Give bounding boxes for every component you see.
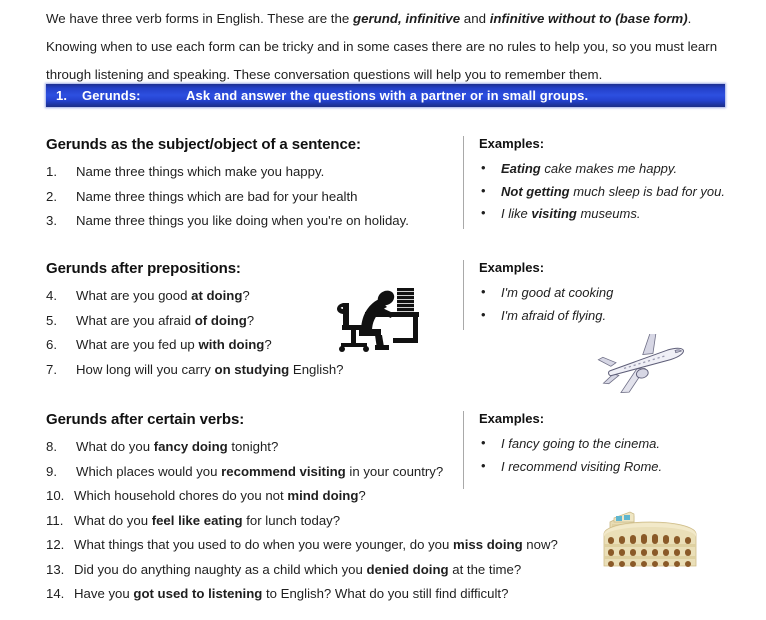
question-text-post: ? [358, 488, 366, 503]
question-text-post: ? [264, 337, 272, 352]
question-number: 8. [46, 439, 57, 454]
example-post: museums. [576, 206, 641, 221]
question-text-bold: feel like eating [151, 512, 243, 528]
question-text-post: now? [522, 537, 558, 552]
banner-label: Gerunds: [82, 88, 141, 103]
question-text-bold: with doing [198, 337, 265, 352]
question-item [46, 213, 446, 228]
questions-column-1 [46, 136, 446, 238]
question-text-bold: at doing [191, 288, 243, 303]
question-text-pre: What are you fed up [76, 337, 199, 352]
examples-heading: Examples: [479, 136, 545, 151]
question-number: 10. [46, 488, 65, 503]
question-number: 4. [46, 288, 57, 303]
question-text-bold: got used to listening [133, 586, 263, 601]
question-item [46, 562, 606, 577]
question-text-bold: miss doing [453, 537, 523, 552]
examples-heading: Examples: [479, 411, 545, 426]
example-item [479, 459, 766, 474]
example-post: much sleep is bad for you. [569, 183, 725, 199]
intro-line1-pre: We have three verb forms in English. These are the [46, 11, 353, 27]
banner-instruction: Ask and answer the questions with a partner or in small groups. [186, 88, 589, 103]
question-text-pre: How long will you carry [76, 361, 215, 377]
intro-line1-bold1: gerund, infinitive [352, 11, 461, 27]
question-text-pre: Name three things which are bad for your health [76, 188, 358, 204]
examples-list-1 [479, 161, 766, 221]
question-number: 11. [46, 512, 64, 528]
intro-line1-bold2: infinitive without to (base form) [489, 11, 688, 27]
example-item [479, 308, 766, 323]
question-item [46, 164, 446, 179]
question-text-bold: recommend visiting [221, 463, 346, 479]
question-text-post: ? [242, 288, 250, 303]
question-item [46, 586, 606, 601]
question-number: 9. [46, 463, 57, 479]
example-item [479, 184, 766, 199]
question-text-post: in your country? [345, 463, 444, 479]
example-bold: Not getting [501, 183, 570, 199]
question-item [46, 189, 446, 204]
question-item [46, 537, 606, 552]
banner-number: 1. [56, 88, 68, 103]
question-item [46, 362, 446, 377]
example-pre: I fancy going to the cinema. [501, 436, 660, 451]
example-bold: Eating [501, 161, 541, 176]
example-item [479, 206, 766, 221]
question-number: 12. [46, 537, 65, 552]
question-number: 7. [46, 361, 57, 377]
example-pre: I recommend visiting Rome. [501, 458, 663, 474]
airplane-illustration [596, 334, 696, 396]
question-number: 13. [46, 561, 65, 577]
question-text-pre: Which places would you [76, 463, 222, 479]
intro-line3: learn through listening and speaking. These conversation questions will help you to remember them. [46, 39, 718, 83]
student-at-desk-illustration [331, 283, 431, 355]
colosseum-illustration [600, 504, 700, 576]
section-banner [46, 84, 725, 107]
question-number: 2. [46, 188, 57, 204]
example-pre: I like [501, 206, 532, 221]
examples-list-2 [479, 285, 766, 323]
question-text-post: at the time? [448, 561, 522, 577]
intro-line2: Knowing when to use each form can be tricky and in some cases there are no rules to help you, so you must [46, 39, 684, 55]
examples-column-3 [463, 411, 766, 489]
intro-line1-end: . [687, 11, 692, 27]
examples-column-2 [463, 260, 766, 330]
examples-list-3 [479, 436, 766, 474]
examples-column-1 [463, 136, 766, 229]
intro-line1-mid: and [460, 11, 490, 27]
question-text-pre: Name three things you like doing when you're on holiday. [76, 213, 409, 228]
question-list-1 [46, 164, 446, 228]
question-number: 1. [46, 164, 57, 179]
question-text-post: English? [289, 361, 344, 377]
question-text-post: for lunch today? [242, 512, 341, 528]
examples-heading: Examples: [479, 260, 545, 275]
question-text-pre: What are you afraid [76, 312, 195, 328]
question-text-post: ? [246, 312, 255, 328]
question-text-pre: Did you do anything naughty as a child which you [74, 561, 367, 577]
question-text-bold: denied doing [366, 561, 449, 577]
example-pre: I'm good at cooking [501, 285, 614, 300]
question-item [46, 488, 606, 503]
question-item [46, 513, 606, 528]
question-text-pre: What do you [76, 439, 154, 454]
question-text-bold: mind doing [287, 488, 359, 503]
question-text-pre: What things that you used to do when you were younger, do you [74, 537, 454, 552]
question-text-pre: What are you good [76, 288, 192, 303]
question-text-bold: of doing [194, 312, 247, 328]
question-text-post: tonight? [227, 439, 279, 454]
question-number: 5. [46, 312, 57, 328]
example-item [479, 436, 766, 451]
example-bold: visiting [531, 206, 577, 221]
question-text-pre: Name three things which make you happy. [76, 164, 325, 179]
question-text-pre: Have you [74, 586, 134, 601]
example-item [479, 285, 766, 300]
question-text-post: to English? What do you still find difficult? [262, 586, 509, 601]
example-pre: I'm afraid of flying. [501, 307, 607, 323]
section-title-2: Gerunds after prepositions: [46, 260, 241, 277]
section-title-1: Gerunds as the subject/object of a sentence: [46, 136, 361, 153]
section-title-3: Gerunds after certain verbs: [46, 411, 245, 428]
question-number: 3. [46, 213, 57, 228]
question-text-bold: on studying [214, 361, 290, 377]
intro-paragraph [46, 5, 728, 89]
question-text-pre: What do you [74, 512, 152, 528]
question-text-pre: Which household chores do you not [74, 488, 288, 503]
question-text-bold: fancy doing [153, 439, 228, 454]
question-number: 14. [46, 586, 65, 601]
example-post: cake makes me happy. [540, 161, 678, 176]
example-item [479, 161, 766, 176]
question-number: 6. [46, 337, 57, 352]
